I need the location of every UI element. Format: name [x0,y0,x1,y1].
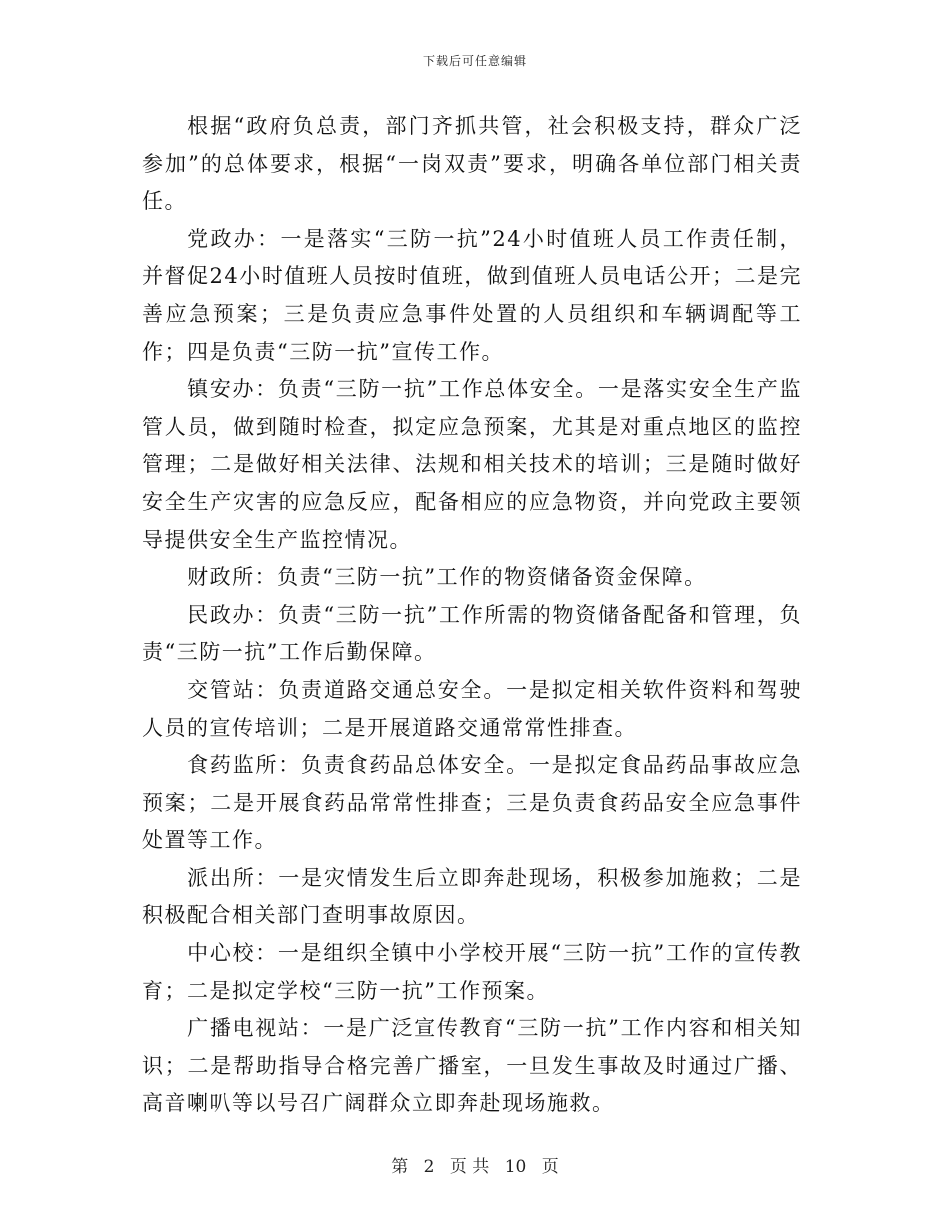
footer-total-pages: 10 [504,1157,527,1177]
paragraph-civil-affairs-office: 民政办：负责“三防一抗”工作所需的物资储备配备和管理，负责“三防一抗”工作后勤保障。 [142,602,802,665]
paragraph-party-office: 党政办：一是落实“三防一抗”24小时值班人员工作责任制，并督促24小时值班人员按时值班，做到值班人员电话公开；二是完善应急预案；三是负责应急事件处置的人员组织和车辆调配等工作；四是负责“三防一抗”宣传工作。 [142,226,802,364]
paragraph-overall-requirements: 根据“政府负总责，部门齐抓共管，社会积极支持，群众广泛参加”的总体要求，根据“一岗双责”要求，明确各单位部门相关责任。 [142,114,802,214]
paragraph-town-safety-office: 镇安办：负责“三防一抗”工作总体安全。一是落实安全生产监管人员，做到随时检查，拟定应急预案，尤其是对重点地区的监控管理；二是做好相关法律、法规和相关技术的培训；三是随时做好安全生产灾害的应急反应，配备相应的应急物资，并向党政主要领导提供安全生产监控情况。 [142,377,802,552]
paragraph-traffic-station: 交管站：负责道路交通总安全。一是拟定相关软件资料和驾驶人员的宣传培训；二是开展道路交通常常性排查。 [142,677,802,740]
footer-prefix: 第 [391,1157,409,1177]
document-body [142,108,802,1123]
footer-middle: 页 共 [449,1157,490,1177]
paragraph-finance-office: 财政所：负责“三防一抗”工作的物资储备资金保障。 [187,565,707,590]
footer-page-number: 2 [423,1157,435,1177]
paragraph-food-drug-office: 食药监所：负责食药品总体安全。一是拟定食品药品事故应急预案；二是开展食药品常常性排查；三是负责食药品安全应急事件处置等工作。 [142,753,802,853]
page-header: 下载后可任意编辑 [422,54,527,68]
page-footer [0,1152,950,1177]
footer-suffix: 页 [541,1157,559,1177]
paragraph-broadcast-station: 广播电视站：一是广泛宣传教育“三防一抗”工作内容和相关知识；二是帮助指导合格完善广播室，一旦发生事故及时通过广播、高音喇叭等以号召广阔群众立即奔赴现场施救。 [142,1016,802,1116]
paragraph-police-station: 派出所：一是灾情发生后立即奔赴现场，积极参加施救；二是积极配合相关部门查明事故原因。 [142,865,802,928]
paragraph-central-school: 中心校：一是组织全镇中小学校开展“三防一抗”工作的宣传教育；二是拟定学校“三防一抗”工作预案。 [142,941,802,1003]
